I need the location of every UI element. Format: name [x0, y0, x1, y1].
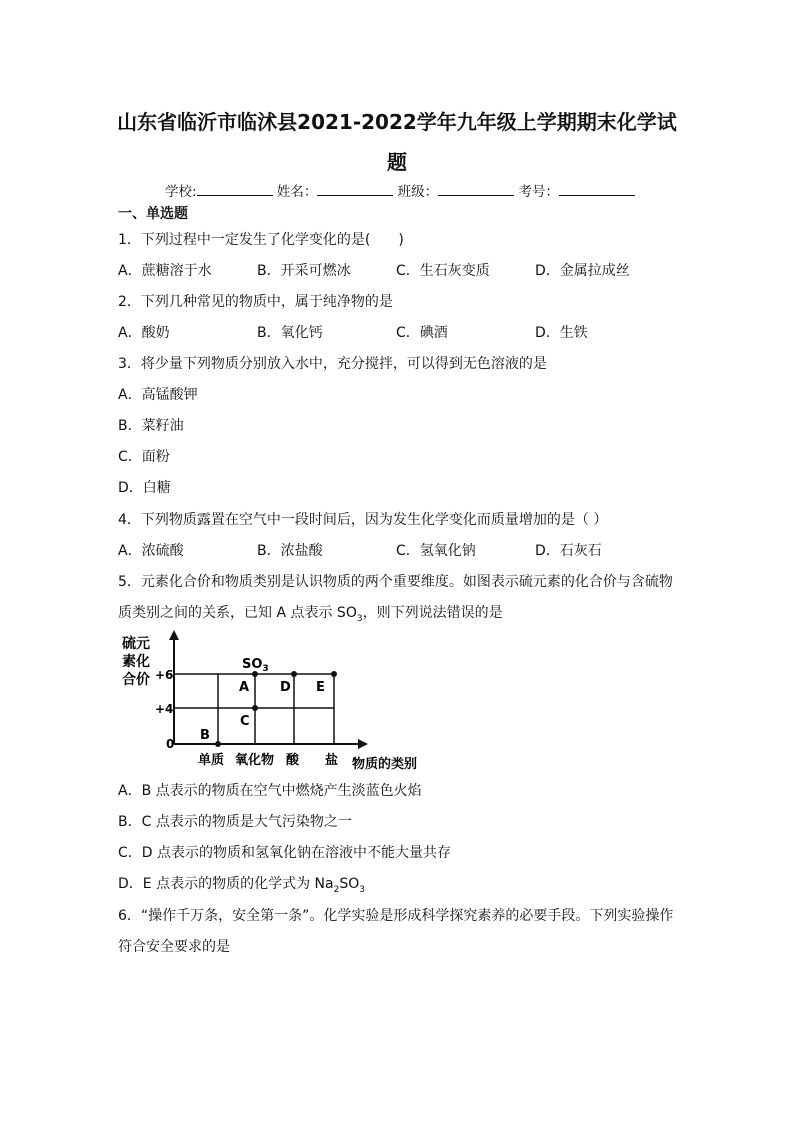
- diagram-y-arrow: [169, 630, 179, 640]
- label-a: A: [239, 680, 250, 695]
- diagram-x-arrow: [358, 739, 368, 749]
- label-e: E: [316, 680, 325, 695]
- class-blank[interactable]: [438, 181, 514, 196]
- xtick-acid: 酸: [286, 753, 300, 768]
- point-b: [215, 741, 221, 747]
- option-d-mid: SO: [339, 876, 360, 892]
- diagram-ylabel-3: 合价: [122, 672, 150, 688]
- question-6-stem-line1: 6．“操作千万条，安全第一条”。化学实验是形成科学探究素养的必要手段。下列实验操作: [118, 908, 674, 924]
- question-5-option-b: B．C 点表示的物质是大气污染物之一: [118, 814, 352, 830]
- question-5-option-a: A．B 点表示的物质在空气中燃烧产生淡蓝色火焰: [118, 783, 422, 799]
- diagram-ytick-plus4: +4: [155, 702, 174, 716]
- exam-number-blank[interactable]: [559, 181, 635, 196]
- option-d-sub2: 3: [359, 884, 365, 895]
- xtick-salt: 盐: [325, 753, 339, 768]
- question-3-option-d: D．白糖: [118, 480, 171, 496]
- question-4-option-a: A．浓硫酸: [118, 543, 184, 559]
- name-label: 姓名：: [276, 184, 318, 200]
- point-c: [252, 705, 258, 711]
- question-4-stem: 4．下列物质露置在空气中一段时间后，因为发生化学变化而质量增加的是（ ）: [118, 512, 608, 528]
- diagram-ytick-zero: 0: [166, 737, 175, 751]
- question-3-option-c: C．面粉: [118, 449, 170, 465]
- diagram-xlabel: 物质的类别: [352, 757, 418, 772]
- question-5-stem-text-end: ，则下列说法错误的是: [362, 605, 503, 621]
- question-5-option-d: [118, 873, 365, 895]
- question-6-stem-line2: 符合安全要求的是: [118, 939, 230, 955]
- question-3-option-b: B．菜籽油: [118, 418, 184, 434]
- label-so3: $SO_3$: [242, 657, 269, 674]
- question-4-option-d: D．石灰石: [535, 543, 602, 559]
- label-b: B: [200, 728, 210, 743]
- name-blank[interactable]: [317, 181, 393, 196]
- student-info-row: [165, 180, 635, 200]
- diagram-ylabel-2: 素化: [122, 654, 150, 670]
- school-blank[interactable]: [197, 181, 273, 196]
- sulfur-valence-diagram: [118, 628, 438, 776]
- label-d: D: [280, 680, 291, 695]
- section-heading: 一、单选题: [118, 206, 188, 222]
- point-e: [331, 671, 337, 677]
- option-d-sub1: 2: [333, 884, 340, 895]
- class-label: 班级：: [397, 184, 439, 200]
- question-5-stem-subscript: 3: [356, 613, 363, 624]
- question-4-option-c: C．氢氧化钠: [396, 543, 476, 559]
- exam-title-line1: 山东省临沂市临沭县2021-2022学年九年级上学期期末化学试: [117, 110, 677, 134]
- diagram-ylabel-1: 硫元: [122, 636, 150, 652]
- question-1-stem: 1．下列过程中一定发生了化学变化的是( ): [118, 232, 404, 248]
- question-1-option-a: A．蔗糖溶于水: [118, 263, 212, 279]
- label-c: C: [240, 714, 250, 729]
- question-2-option-d: D．生铁: [535, 325, 588, 341]
- xtick-element: 单质: [198, 753, 225, 768]
- question-1-option-b: B．开采可燃冰: [257, 263, 351, 279]
- question-1-option-d: D．金属拉成丝: [535, 263, 630, 279]
- diagram-ytick-plus6: +6: [155, 668, 174, 682]
- question-2-option-c: C．碘酒: [396, 325, 448, 341]
- school-label: 学校:: [165, 184, 197, 200]
- question-3-option-a: A．高锰酸钾: [118, 387, 198, 403]
- exam-title-line2: 题: [387, 150, 407, 174]
- question-2-option-a: A．酸奶: [118, 325, 170, 341]
- question-5-option-c: C．D 点表示的物质和氢氧化钠在溶液中不能大量共存: [118, 845, 452, 861]
- question-5-stem-line2: [118, 602, 503, 624]
- question-3-stem: 3．将少量下列物质分别放入水中，充分搅拌，可以得到无色溶液的是: [118, 356, 547, 372]
- question-2-option-b: B．氧化钙: [257, 325, 323, 341]
- question-2-stem: 2．下列几种常见的物质中，属于纯净物的是: [118, 294, 393, 310]
- exam-number-label: 考号：: [518, 184, 559, 200]
- question-4-option-b: B．浓盐酸: [257, 543, 323, 559]
- question-5-stem-text: 质类别之间的关系，已知 A 点表示 SO: [118, 605, 357, 621]
- question-5-stem-line1: 5．元素化合价和物质类别是认识物质的两个重要维度。如图表示硫元素的化合价与含硫物: [118, 574, 673, 590]
- option-d-text: D．E 点表示的物质的化学式为 Na: [118, 876, 334, 892]
- question-1-option-c: C．生石灰变质: [396, 263, 490, 279]
- xtick-oxide: 氧化物: [235, 753, 275, 768]
- point-d: [291, 671, 297, 677]
